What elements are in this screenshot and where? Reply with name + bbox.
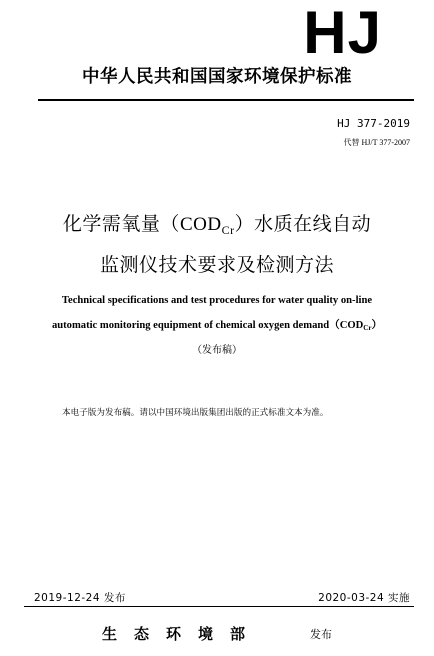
title-en-line2-prefix: automatic monitoring equipment of chemical oxygen demand（COD [51, 320, 364, 331]
standard-org-title: 中华人民共和国国家环境保护标准 [82, 67, 352, 87]
title-cn-cod-subscript: Cr [221, 223, 235, 237]
header-divider [38, 99, 414, 101]
title-cn-prefix: 化学需氧量 [62, 213, 161, 235]
title-en-line1: Technical specifications and test procedures for water quality on-line [61, 295, 373, 306]
title-cn-line2: 监测仪技术要求及检测方法 [99, 254, 334, 276]
electronic-version-notice: 本电子版为发布稿。请以中国环境出版集团出版的正式标准文本为准。 [62, 408, 329, 418]
title-cn-line1 [0, 212, 434, 242]
draft-label: （发布稿） [192, 345, 242, 356]
issuing-authority: 生态环境部 [102, 625, 263, 643]
title-cn-paren-open: （ [160, 213, 180, 235]
issue-date: 2019-12-24 发布 [34, 592, 126, 604]
standard-number: HJ 377-2019 [337, 117, 410, 130]
title-en-line2-suffix: ） [371, 320, 383, 331]
hj-logo: HJ [303, 0, 382, 66]
title-cn-paren-close: ） [234, 213, 255, 235]
title-en-line2 [0, 319, 434, 335]
title-en-cod-subscript: Cr [363, 324, 372, 332]
title-cn-suffix: 水质在线自动 [254, 213, 372, 235]
replaces-standard: 代替 HJ/T 377-2007 [343, 138, 410, 147]
issuing-authority-suffix: 发布 [310, 628, 332, 641]
implementation-date: 2020-03-24 实施 [318, 592, 410, 604]
title-cn-cod: COD [179, 214, 222, 235]
footer-divider [24, 606, 414, 607]
